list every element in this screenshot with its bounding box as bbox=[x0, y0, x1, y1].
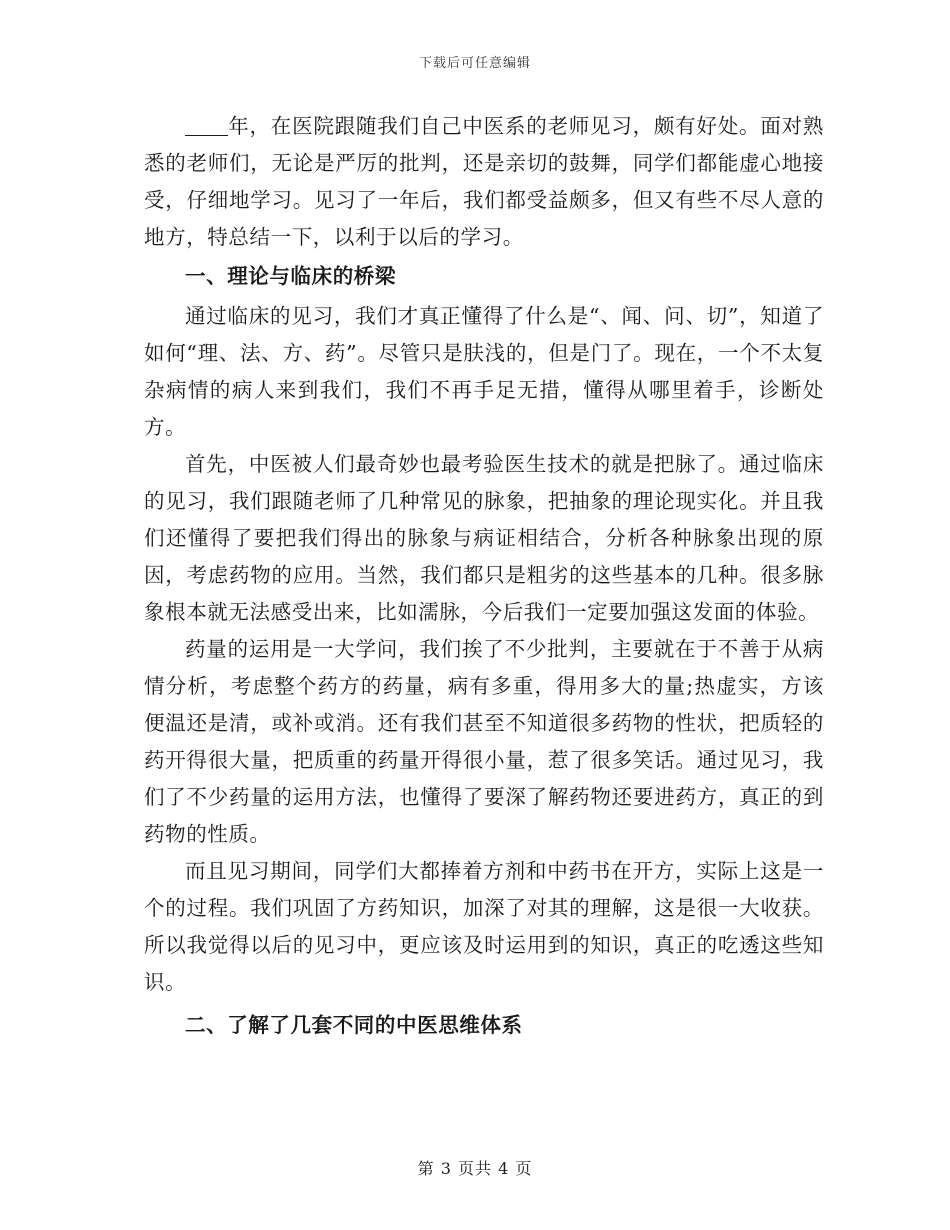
page-footer: 第 3 页共 4 页 bbox=[417, 1159, 533, 1178]
paragraph-diagnosis: 通过临床的见习，我们才真正懂得了什么是“、闻、问、切”，知道了如何“理、法、方、药”。尽管只是肤浅的，但是门了。现在，一个不太复杂病情的病人来到我们，我们不再手足无措，懂得从哪里着手，诊断处方。 bbox=[144, 304, 824, 439]
intro-text: 年，在医院跟随我们自己中医系的老师见习，颇有好处。面对熟悉的老师们，无论是严厉的批判，还是亲切的鼓舞，同学们都能虚心地接受，仔细地学习。见习了一年后，我们都受益颇多，但又有些不尽人意的地方，特总结一下，以利于以后的学习。 bbox=[144, 114, 824, 249]
paragraph-dosage: 药量的运用是一大学问，我们挨了不少批判，主要就在于不善于从病情分析，考虑整个药方的药量，病有多重，得用多大的量;热虚实，方该便温还是清，或补或消。还有我们甚至不知道很多药物的性状，把质轻的药开得很大量，把质重的药量开得很小量，惹了很多笑话。通过见习，我们了不少药量的运用方法，也懂得了要深了解药物还要进药方，真正的到药物的性质。 bbox=[144, 637, 824, 846]
section-heading-1: 一、理论与临床的桥梁 bbox=[185, 264, 396, 288]
year-blank bbox=[185, 115, 228, 137]
intro-paragraph bbox=[144, 108, 824, 256]
page-header: 下载后可任意编辑 bbox=[418, 56, 531, 71]
paragraph-pulse: 首先，中医被人们最奇妙也最考验医生技术的就是把脉了。通过临床的见习，我们跟随老师了几种常见的脉象，把抽象的理论现实化。并且我们还懂得了要把我们得出的脉象与病证相结合，分析各种脉象出现的原因，考虑药物的应用。当然，我们都只是粗劣的这些基本的几种。很多脉象根本就无法感受出来，比如濡脉，今后我们一定要加强这发面的体验。 bbox=[144, 452, 824, 624]
document-body bbox=[144, 108, 824, 1047]
paragraph-prescription: 而且见习期间，同学们大都捧着方剂和中药书在开方，实际上这是一个的过程。我们巩固了方药知识，加深了对其的理解，这是很一大收获。所以我觉得以后的见习中，更应该及时运用到的知识，真正的吃透这些知识。 bbox=[144, 859, 824, 994]
section-heading-2: 二、了解了几套不同的中医思维体系 bbox=[185, 1013, 523, 1037]
